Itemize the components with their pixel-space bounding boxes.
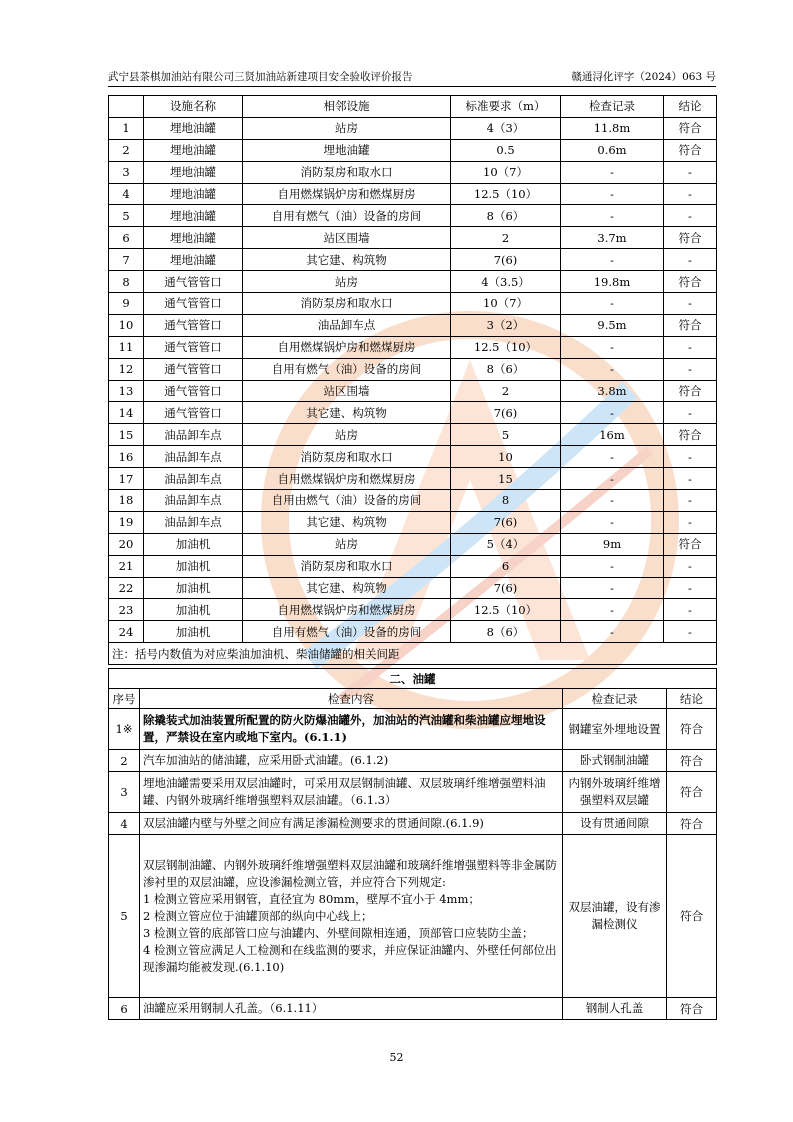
table-cell: 2 [451, 380, 561, 402]
row-number: 1※ [109, 709, 140, 750]
table-cell: 8（6） [451, 358, 561, 380]
table-cell: 16 [109, 446, 144, 468]
column-header: 结论 [667, 689, 717, 709]
table-cell: - [561, 599, 664, 621]
table-row [109, 183, 717, 205]
table-cell: 其它建、构筑物 [243, 511, 451, 533]
check-record: 钢制人孔盖 [563, 998, 667, 1020]
row-number: 4 [109, 813, 140, 835]
table-cell: 符合 [664, 380, 717, 402]
table-cell: - [561, 336, 664, 358]
table-cell: 21 [109, 555, 144, 577]
table-cell: 符合 [664, 139, 717, 161]
table-cell: 埋地油罐 [144, 205, 243, 227]
table-cell: - [561, 490, 664, 512]
table-cell: 符合 [664, 424, 717, 446]
table-cell: 自用燃煤锅炉房和燃煤厨房 [243, 599, 451, 621]
table-row [109, 490, 717, 512]
table-header-row [109, 96, 717, 118]
table-cell: 7 [109, 249, 144, 271]
table-cell: 9m [561, 533, 664, 555]
row-number: 5 [109, 835, 140, 998]
check-record: 内钢外玻璃纤维增强塑料双层罐 [563, 772, 667, 813]
table-cell: - [664, 336, 717, 358]
table-cell: 消防泵房和取水口 [243, 446, 451, 468]
row-number: 6 [109, 998, 140, 1020]
table-cell: 2 [109, 139, 144, 161]
table-note-row [109, 643, 717, 665]
table-row [109, 533, 717, 555]
check-result: 符合 [667, 750, 717, 772]
table-cell: - [561, 577, 664, 599]
check-content-line: 3 检测立管的底部管口应与油罐内、外壁间隙相连通，顶部管口应装防尘盖； [143, 925, 534, 940]
table-cell: 12.5（10） [451, 599, 561, 621]
table-cell: - [561, 402, 664, 424]
table-row [109, 205, 717, 227]
section-title: 二、油罐 [109, 669, 717, 689]
table-cell: - [664, 358, 717, 380]
table-cell: 3.7m [561, 227, 664, 249]
table-row [109, 314, 717, 336]
table-cell: 自用燃煤锅炉房和燃煤厨房 [243, 468, 451, 490]
table-cell: 0.5 [451, 139, 561, 161]
check-result: 符合 [667, 772, 717, 813]
table-cell: 8（6） [451, 205, 561, 227]
table-cell: 0.6m [561, 139, 664, 161]
table-cell: - [664, 183, 717, 205]
table-cell: 7(6) [451, 402, 561, 424]
table-cell: 油品卸车点 [144, 490, 243, 512]
table-row [109, 835, 717, 998]
table-cell: - [664, 555, 717, 577]
table-cell: - [664, 621, 717, 643]
table-cell: 3 [109, 161, 144, 183]
table-cell: 站区围墙 [243, 227, 451, 249]
report-number: 赣通浔化评字（2024）063 号 [571, 71, 716, 83]
table-cell: - [561, 183, 664, 205]
table-cell: - [561, 161, 664, 183]
table-cell: 2 [451, 227, 561, 249]
table-cell: - [664, 511, 717, 533]
table-cell: 3（2） [451, 314, 561, 336]
table-header-row [109, 689, 717, 709]
table-cell: 16m [561, 424, 664, 446]
page-number: 52 [389, 1051, 404, 1064]
table-cell: 9 [109, 293, 144, 315]
table-cell: 油品卸车点 [144, 468, 243, 490]
table-row [109, 813, 717, 835]
table-cell: 6 [451, 555, 561, 577]
table-row [109, 139, 717, 161]
table-row [109, 998, 717, 1020]
table-row [109, 161, 717, 183]
table-cell: 其它建、构筑物 [243, 249, 451, 271]
table-cell: 11.8m [561, 117, 664, 139]
table-cell: 通气管管口 [144, 314, 243, 336]
table-cell: 19 [109, 511, 144, 533]
check-record: 卧式钢制油罐 [563, 750, 667, 772]
table-cell: 自用由燃气（油）设备的房间 [243, 490, 451, 512]
table-cell: - [561, 358, 664, 380]
table-cell: 自用燃煤锅炉房和燃煤厨房 [243, 183, 451, 205]
table-row [109, 621, 717, 643]
row-number: 2 [109, 750, 140, 772]
table-cell: 通气管管口 [144, 336, 243, 358]
column-header [109, 96, 144, 118]
table-cell: 消防泵房和取水口 [243, 293, 451, 315]
table-row [109, 577, 717, 599]
table-cell: 1 [109, 117, 144, 139]
check-content-line: 2 检测立管应位于油罐顶部的纵向中心线上； [143, 908, 373, 923]
table-cell: 埋地油罐 [144, 117, 243, 139]
check-result: 符合 [667, 813, 717, 835]
table-cell: - [561, 621, 664, 643]
table-cell: 站房 [243, 424, 451, 446]
table-row [109, 709, 717, 750]
table-row [109, 227, 717, 249]
spacing-table-body [109, 96, 717, 665]
table-row [109, 424, 717, 446]
table-cell: 8（6） [451, 621, 561, 643]
page-header [108, 70, 716, 87]
table-cell: 17 [109, 468, 144, 490]
table-cell: - [664, 293, 717, 315]
table-cell: - [561, 249, 664, 271]
check-content: 除撬装式加油装置所配置的防火防爆油罐外，加油站的汽油罐和柴油罐应埋地设置，严禁设在室内或地下室内。(6.1.1) [140, 709, 563, 750]
table-cell: 24 [109, 621, 144, 643]
check-content [140, 835, 563, 998]
table-row [109, 293, 717, 315]
table-cell: 站区围墙 [243, 380, 451, 402]
table-cell: 11 [109, 336, 144, 358]
table-cell: 15 [109, 424, 144, 446]
table-cell: - [561, 555, 664, 577]
table-cell: 通气管管口 [144, 271, 243, 293]
table-cell: - [561, 293, 664, 315]
table-cell: 23 [109, 599, 144, 621]
table-cell: 埋地油罐 [243, 139, 451, 161]
table-cell: 10（7） [451, 161, 561, 183]
table-cell: - [561, 205, 664, 227]
table-cell: 12 [109, 358, 144, 380]
table-cell: - [561, 511, 664, 533]
table-cell: 符合 [664, 227, 717, 249]
column-header: 序号 [109, 689, 140, 709]
table-row [109, 249, 717, 271]
table-cell: 消防泵房和取水口 [243, 161, 451, 183]
table-cell: - [664, 468, 717, 490]
check-content: 油罐应采用钢制人孔盖。（6.1.11） [140, 998, 563, 1020]
table-cell: 符合 [664, 314, 717, 336]
table-row [109, 117, 717, 139]
table-cell: 自用燃煤锅炉房和燃煤厨房 [243, 336, 451, 358]
table-row [109, 336, 717, 358]
table-cell: 6 [109, 227, 144, 249]
column-header: 检查记录 [561, 96, 664, 118]
table-cell: 自用有燃气（油）设备的房间 [243, 358, 451, 380]
column-header: 检查内容 [140, 689, 563, 709]
table-cell: 4（3） [451, 117, 561, 139]
tank-check-table-body [109, 669, 717, 1020]
table-cell: - [664, 161, 717, 183]
table-cell: 19.8m [561, 271, 664, 293]
table-row [109, 402, 717, 424]
table-row [109, 380, 717, 402]
check-content-line: 4 检测立管应满足人工检测和在线监测的要求，并应保证油罐内、外壁任何部位出现渗漏均能被发现.(6.1.10) [143, 942, 557, 974]
row-number: 3 [109, 772, 140, 813]
table-cell: 埋地油罐 [144, 249, 243, 271]
table-cell: 15 [451, 468, 561, 490]
table-cell: 符合 [664, 117, 717, 139]
table-cell: 加油机 [144, 621, 243, 643]
table-cell: 12.5（10） [451, 183, 561, 205]
table-cell: 10（7） [451, 293, 561, 315]
table-cell: 4 [109, 183, 144, 205]
table-cell: 4（3.5） [451, 271, 561, 293]
table-cell: 3.8m [561, 380, 664, 402]
table-cell: 22 [109, 577, 144, 599]
table-cell: 埋地油罐 [144, 227, 243, 249]
table-cell: 9.5m [561, 314, 664, 336]
table-cell: 7(6) [451, 577, 561, 599]
table-row [109, 750, 717, 772]
table-cell: 13 [109, 380, 144, 402]
table-cell: 18 [109, 490, 144, 512]
tank-check-table [108, 668, 717, 1020]
check-content-line: 双层钢制油罐、内钢外玻璃纤维增强塑料双层油罐和玻璃纤维增强塑料等非金属防渗衬里的双层油罐，应设渗漏检测立管，并应符合下列规定: [143, 857, 557, 889]
column-header: 结论 [664, 96, 717, 118]
spacing-table [108, 95, 717, 665]
check-record: 设有贯通间隙 [563, 813, 667, 835]
table-cell: 通气管管口 [144, 380, 243, 402]
table-cell: 自用有燃气（油）设备的房间 [243, 205, 451, 227]
check-content-line: 1 检测立管应采用钢管，直径宜为 80mm，壁厚不宜小于 4mm； [143, 891, 480, 906]
table-cell: 油品卸车点 [144, 511, 243, 533]
table-cell: 10 [109, 314, 144, 336]
table-cell: 14 [109, 402, 144, 424]
check-content: 汽车加油站的储油罐，应采用卧式油罐。(6.1.2) [140, 750, 563, 772]
column-header: 标准要求（m） [451, 96, 561, 118]
table-cell: 埋地油罐 [144, 161, 243, 183]
column-header: 设施名称 [144, 96, 243, 118]
check-record: 钢罐室外埋地设置 [563, 709, 667, 750]
section-title-row [109, 669, 717, 689]
table-cell: 油品卸车点 [144, 446, 243, 468]
column-header: 相邻设施 [243, 96, 451, 118]
table-cell: 站房 [243, 533, 451, 555]
table-cell: 埋地油罐 [144, 139, 243, 161]
table-note: 注：括号内数值为对应柴油加油机、柴油储罐的相关间距 [109, 643, 717, 665]
table-cell: 5（4） [451, 533, 561, 555]
table-row [109, 468, 717, 490]
table-cell: 其它建、构筑物 [243, 577, 451, 599]
table-row [109, 511, 717, 533]
check-record: 双层油罐，设有渗漏检测仪 [563, 835, 667, 998]
table-cell: - [561, 468, 664, 490]
table-cell: 通气管管口 [144, 358, 243, 380]
table-cell: 加油机 [144, 599, 243, 621]
table-cell: 通气管管口 [144, 293, 243, 315]
table-cell: 加油机 [144, 577, 243, 599]
table-cell: 埋地油罐 [144, 183, 243, 205]
check-content: 埋地油罐需要采用双层油罐时，可采用双层钢制油罐、双层玻璃纤维增强塑料油罐、内钢外玻璃纤维增强塑料双层油罐。（6.1.3） [140, 772, 563, 813]
table-cell: 站房 [243, 117, 451, 139]
table-cell: - [664, 490, 717, 512]
table-cell: 5 [451, 424, 561, 446]
table-cell: 5 [109, 205, 144, 227]
table-cell: 加油机 [144, 555, 243, 577]
table-cell: 符合 [664, 271, 717, 293]
table-row [109, 358, 717, 380]
table-cell: 7(6) [451, 511, 561, 533]
table-cell: 7(6) [451, 249, 561, 271]
check-result: 符合 [667, 709, 717, 750]
table-cell: 消防泵房和取水口 [243, 555, 451, 577]
table-cell: 符合 [664, 533, 717, 555]
table-cell: 油品卸车点 [144, 424, 243, 446]
table-cell: 8 [451, 490, 561, 512]
report-title: 武宁县茶棋加油站有限公司三贤加油站新建项目安全验收评价报告 [108, 71, 413, 83]
table-cell: 8 [109, 271, 144, 293]
table-row [109, 555, 717, 577]
check-result: 符合 [667, 998, 717, 1020]
table-cell: 加油机 [144, 533, 243, 555]
table-cell: 站房 [243, 271, 451, 293]
table-row [109, 599, 717, 621]
table-cell: - [664, 446, 717, 468]
table-cell: 油品卸车点 [243, 314, 451, 336]
check-result: 符合 [667, 835, 717, 998]
table-cell: 其它建、构筑物 [243, 402, 451, 424]
table-row [109, 271, 717, 293]
table-row [109, 772, 717, 813]
table-cell: 10 [451, 446, 561, 468]
table-cell: - [664, 402, 717, 424]
table-cell: 12.5（10） [451, 336, 561, 358]
table-cell: - [561, 446, 664, 468]
table-cell: - [664, 577, 717, 599]
table-cell: - [664, 599, 717, 621]
check-content: 双层油罐内壁与外壁之间应有满足渗漏检测要求的贯通间隙.(6.1.9) [140, 813, 563, 835]
table-cell: 20 [109, 533, 144, 555]
table-cell: 自用有燃气（油）设备的房间 [243, 621, 451, 643]
table-row [109, 446, 717, 468]
table-cell: 通气管管口 [144, 402, 243, 424]
column-header: 检查记录 [563, 689, 667, 709]
table-cell: - [664, 205, 717, 227]
table-cell: - [664, 249, 717, 271]
